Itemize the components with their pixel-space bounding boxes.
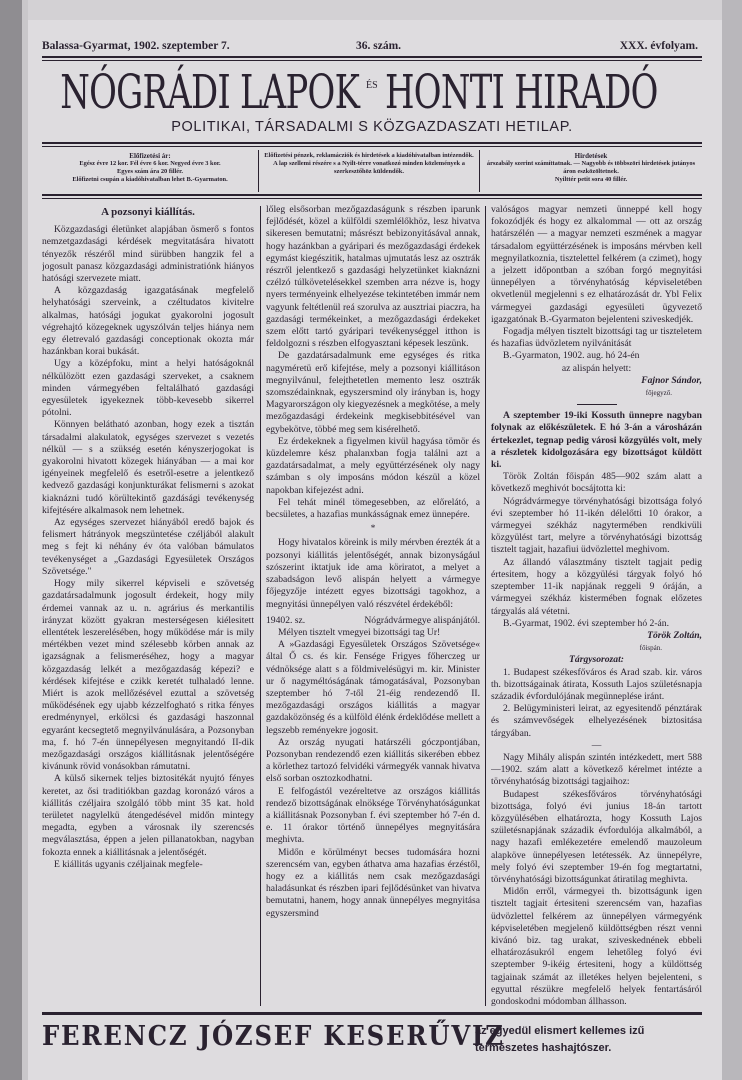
ads-heading: Hirdetések [574, 152, 608, 160]
agenda-item: 1. Budapest székesfőváros és Arad szab. kir. város th. bizottságainak átirata, Kossuth Lajos születésnapja századik évfordulójának megünneplése iránt. [491, 666, 702, 702]
article-columns [42, 200, 702, 1010]
paragraph: A közgazdaság igazgatásának megfelelő helyhatósági szerveink, a czéltudatos kivitelre alkalmas, hatósági jogukat gyakorolni jogosult végrehajtó közegeknek ugyszólván teljes hiánya nem egy életrevaló gazdasági conceptionak okozta már hazánkban korai bukását. [42, 285, 254, 358]
letter-behalf: az alispán helyett: [561, 362, 632, 374]
subtitle: POLITIKAI, TÁRSADALMI S KÖZGAZDASZATI HETILAP. [171, 119, 573, 135]
kossuth-signer: Török Zoltán, [647, 629, 702, 641]
issue-number: 36. szám. [356, 40, 402, 52]
paragraph: lőleg elsősorban mezőgazdaságunk s részben iparunk fejlődését, közel a külföldi szemlélőkhöz, lesz hivatva sikeresen bemutatni; másrészt bebizonyitásával annak, hogy hazánkban a gyáripari és mezőgazdasági érdekek egymást kiegészitik, hatalmas ujmutatás lesz az osztrák részről jelentkező s gazdasági helyzetünket kiaknázni czélzó túlkövetelésekkel szemben arra nézve is, hogy nyers terményeink elhelyezése tekintetében immár nem vagyunk feltétlenül reá szorulva az ausztriai piaczra, ha gazdasági termékeinket, a mezőgazdasági érdekeket szem előtt tartó gyáripari tevékenységgel itthon is feldolgozni s részben elfogyasztani képesek leszünk. [266, 204, 480, 350]
agenda-title: Tárgysorozat: [569, 654, 624, 666]
payments-info [258, 150, 480, 192]
subscription-info [42, 150, 258, 192]
place-date: Balassa-Gyarmat, 1902. szeptember 7. [42, 40, 230, 52]
salutation: Mélyen tisztelt vmegyei bizottsági tag Ur! [278, 626, 441, 638]
masthead [42, 64, 702, 122]
paragraph: Fogadja mélyen tisztelt bizottsági tag ur tiszteletem és hazafias üdvözletem nyilvánitását [491, 326, 702, 350]
letter-signer-title: főjegyző. [645, 389, 672, 398]
paragraph: A külső sikernek teljes biztositékát nyujtó fényes keretet, az ősi traditiókban gazdag koronázó város a kiállitás czéljaira szolgáló több mint 35 kat. hold területet nagylelkü átengedésével midőn mintegy megadta, egyben a városnak ily szerencsés megválasztása, éppen a jelen pillanatokban, nagyban fokozta ennek a kiállitásnak a jelentőségét. [42, 773, 254, 858]
paragraph: Az állandó választmány tisztelt tagjait pedig értesitem, hogy a közgyülési tárgyak folyó hó szeptember 11-ik napjának reggeli 9 óráján, a vármegyei székház kistermében fognak előzetes tárgyalás alá vétetni. [491, 556, 702, 617]
letter-date: B.-Gyarmat, 1902. évi szeptember hó 2-án. [503, 617, 669, 629]
paragraph: Török Zoltán főispán 485—902 szám alatt a következő meghivót bocsájtotta ki: [491, 471, 702, 495]
kossuth-lead: A szeptember 19-iki Kossuth ünnepre nagyban folynak az előkészületek. E hó 3-án a városházán értekezlet, tegnap pedig városi közgyülés volt, mely a részletek kidolgozására egy bizottságot küldött ki. [491, 410, 702, 471]
advertisement [42, 1012, 702, 1067]
letter-header [266, 615, 480, 627]
paragraph: valóságos magyar nemzeti ünneppé kell hogy fokozódjék és hogy ez alkalommal — ott az ország határszélén — a magyar nemzeti eszmének a magyar társadalom együttérzésének is imposáns mérvben kell megnyilatkoznia, tisztelettel felkérem (a czimet), hogy a jelzett időpontban a szóban forgó megnyitási ünnepélyen a törvényhatóság képviseletében okvetlenül megjelenni s ez elhatározását dr. Ybl Felix vármegyei gazdasági egyesületi ügyvezető igazgatónak B.-Gyarmaton bejelenteni sziveskedjék. [491, 204, 702, 325]
letter-date: B.-Gyarmaton, 1902. aug. hó 24-én [503, 350, 640, 362]
letter-signer: Fajnor Sándor, [641, 374, 702, 386]
subscription-line: Egész évre 12 kor. Fél évre 6 kor. Negyed évre 3 kor. [79, 160, 221, 167]
column-2 [266, 200, 480, 1010]
agenda-item: 2. Belügyministeri leirat, az egyesitendő pénztárak és számvevőségek elhelyezésének biztositása tárgyában. [491, 703, 702, 739]
paragraph: Hogy mily sikerrel képviseli e szövetség gazdatársadalmunk jogosult érdekeit, hogy mily érdemei vannak az u. n. agrárius és merkantilis irányzat között gyakran mesterségesen kiélesitett ellentétek leszerelésében, hogy működése már is mily mértékben vezet mind szélesebb körben annak az igazságnak a felismeréséhez, hogy a magyar közgazdaság lelkét a mezőgazdaság képezi? e kérdések kifejtése e czikk keretét tulhaladó lenne. Miért is azok mellőzésével ezuttal a szövetség működésének egy ujabb kézzelfogható s ritka fényes eredménynyel, erkölcsi és gazdasági haszonnal egyaránt kecsegtető megnyilvánulására, a Pozsonyban ma, f. hó 7-én ünnepélyesen megnyitandó II-dik mezőgazdasági országos kiállitásnak jelentőségére kivánunk rövid vonásokban rámutatni. [42, 578, 254, 773]
paragraph: Fel tehát minél tömegesebben, az előrelátó, a becsületes, a hazafias munkásságnak emez ünnepére. [266, 496, 480, 521]
subscription-line: Egyes szám ára 20 fillér. [117, 168, 183, 175]
paragraph: Az ország nyugati határszéli góczpontjában, Pozsonyban rendezendő ezen kiállitás sikerében ebbez a körlethez tartozó felvidéki vármegyék vannak hivatva első sorban osztozkodhatni. [266, 736, 480, 785]
title-connector: ÉS [366, 80, 378, 91]
page-left-edge [0, 0, 28, 1080]
letter-sender: Nógrádvármegye alispánjától. [364, 614, 480, 626]
title-right: HONTI HIRADÓ [385, 65, 658, 120]
paragraph: De gazdatársadalmunk eme egységes és ritka nagyméretü erő kifejtése, mely a pozsonyi kiállitáson megnyilvánul, felejthetetlen memento lesz osztrák szomszédainknak, egyszersmind oly irányban is, hogy Magyarországon oly kiegyezésnek a megkötése, a mely mezőgazdasági érdekeink megkisebbitésével van egybekötve, többé meg sem kisérelhető. [266, 350, 480, 435]
paragraph: Budapest székesfőváros törvényhatósági bizottsága, folyó évi junius 18-án tartott közgyülésében elhatározta, hogy Kossuth Lajos születésnapjának századik évfordulója alkalmából, a nagy hazafi emlékezetére emelendő mauzoleum alapköve ünnepélyesen letétessék. Az ünnepélyre, mely folyó évi szeptember 19-én fog megtartatni, törvényhatósági bizottságunkat átiratilag meghivta. [491, 788, 702, 885]
column-1 [42, 200, 254, 1010]
volume: XXX. évfolyam. [619, 40, 698, 52]
title-left: NÓGRÁDI LAPOK [60, 65, 359, 120]
kossuth-signer-title: főispán. [639, 644, 662, 653]
paragraph: A »Gazdasági Egyesületek Országos Szövetsége« által Ő cs. és kir. Fensége Frigyes főherczeg ur védnöksége alatt s a földmivelésügyi m. kir. Minister ur ő nagyméltóságának támogatásával, Pozsonyban szeptember hó 7-től 21-éig rendezendő II. mezőgazdasági országos kiállitás a magyar gazdaközönség és a külföld élénk érdeklődése mellett a legszebb reményekre jogosit. [266, 639, 480, 736]
separator [577, 404, 617, 405]
reference-number: 19402. sz. [266, 614, 306, 626]
paragraph: Közgazdasági életünket alapjában ösmerő s fontos nemzetgazdasági kérdések megvitatására hivatott tényezők részéről mind sürübben hangzik fel a jogosult panasz közgazdasági administratiónk hiányos hatósági szervezete miatt. [42, 224, 254, 285]
payments-line: Előfizetési pénzek, reklamácziók és hirdetések a kiadóhivatalban intézendők. [264, 152, 474, 159]
paragraph: Midőn e körülményt becses tudomására hozni szerencsém van, egyben áthatva ama hazafias érzéstől, hogy ez a kiállitás nem csak mezőgazdasági haladásunkat és részben ipari fejlődésünket van hivatva bemutatni, hanem, hogy annak ünnepélyes megnyitása egyszersmind [266, 846, 480, 919]
paragraph: Hogy hivatalos köreink is mily mérvben érezték át a pozsonyi kiállitás jelentőségét, annak bizonyságául szószerint iktatjuk ide ama köriratot, a melyet a szabadságon levő alispán helyett a vármegye főjegyzője intézett egyes bizottsági tagokhoz, a megnyitási ünnepélyen való részvétel érdekéből: [266, 537, 480, 610]
payments-line: A lap szellemi részére s a Nyilt-térre vonatkozó minden közlemények a szerkesztőhöz küldendők. [273, 160, 465, 175]
columns-top-rule [42, 194, 702, 199]
paragraph: E kiállitás ugyanis czéljainak megfele- [54, 858, 203, 870]
ad-line-1: az egyedül elismert kellemes izű [475, 1025, 645, 1037]
paragraph: Az egységes szervezet hiányából eredő bajok és felismert hátrányok megszüntetése czéljából alakult meg s fejt ki néhány év óta valóban bámulatos tevékenységet a „Gazdasági Egyesületek Országos Szövetsége." [42, 517, 254, 577]
paragraph: Ez érdekeknek a figyelmen kivül hagyása tömör és küzdelemre kész phalanxban fogja találni azt a gazdatársadalmat, a mely együttérzésének oly nagy számban s oly imposáns módon készül a közel napokban kifejezést adni. [266, 435, 480, 496]
paragraph: Ugy a középfoku, mint a helyi hatóságoknál nélkülözött ezen gazdasági szerveket, a csaknem minden vármegyében feltalálható gazdasági egyesületek igyekeznek több-kevesebb sikerrel pótolni. [42, 358, 254, 419]
subscription-heading: Előfizetési ár: [129, 152, 171, 160]
ad-tagline [475, 1023, 644, 1057]
paragraph: E felfogástól vezéreltetve az országos kiállitás rendező bizottságának elnöksége Törvényhatóságunkat a kiállitásnak Pozsonyban f. évi szeptember hó 7-én d. e. 11 órakor történő ünnepélyes megnyitására meghivta. [266, 785, 480, 846]
subscription-line: Előfizetni csupán a kiadóhivatalban lehet B.-Gyarmaton. [72, 176, 228, 183]
header-rule [42, 56, 702, 61]
paragraph: Könnyen belátható azonban, hogy ezek a tisztán társadalmi alakulatok, egységes szervezet s vezetés nélkül — s a szükség esetén kényszerjogokat is gyakorolni hivatott közegek hiányában — a mai kor igényeinek megfelelő és esetről-esetre a jelentkező kedvező gazdasági konjunkturákat felismerni s azokat kiaknázni tudó körültekintő gazdásági tevékenység kifejtésére alkalmasok nem lehetnek. [42, 419, 254, 516]
info-box [42, 150, 702, 192]
paragraph: Midőn erről, vármegyei th. bizottságunk igen tisztelt tagjait értesiteni szerencsém van, hazafias üdvözlettel felkérem az ünnepélyen vármegyénk képviseletében megjelenő küldöttségben részt venni kivánó biz. tag urakat, sziveskednének ebbeli elhatározásukról engem lehetőleg folyó évi szeptember 9-ikéig értesiteni, hogy a küldöttség tagjainak számát az illetékes helyen bejelenteni, s egyuttal részükre megfelelő helyek fentartásáról gondoskodni módomban állhasson. [491, 886, 702, 1007]
paragraph: Nagy Mihály alispán szintén intézkedett, mert 588—1902. szám alatt a következő kérelmet intézte a törvényhatóság bizottsági tagjaihoz: [491, 751, 702, 788]
page-right-edge [722, 0, 742, 1080]
dash-separator: — [591, 739, 602, 751]
section-mark: * [370, 523, 376, 535]
column-3 [491, 200, 702, 1010]
ads-line: árszabály szerint számíttatnak. — Nagyobb és többszöri hirdetések jutányos áron eszközöltetnek. [486, 160, 696, 175]
infobox-top-rule [42, 142, 702, 147]
paragraph: Nógrádvármegye törvényhatósági bizottsága folyó évi szeptember hó 11-ikén délelőtti 10 órakor, a vármegyei székház nagytermében rendkivüli közgyülést tart, melyre a törvényhatósági bizottság tisztelt tagjait, hazafiui üdvözlettel meghivom. [491, 495, 702, 556]
ads-line: Nyilttér petit sora 40 fillér. [554, 176, 628, 183]
ad-brand: FERENCZ JÓZSEF KESERŰVIZ [42, 1021, 505, 1052]
article-title: A pozsonyi kiállítás. [101, 206, 195, 218]
ads-info [480, 150, 702, 192]
ad-line-2: természetes hashajtószer. [475, 1042, 612, 1054]
